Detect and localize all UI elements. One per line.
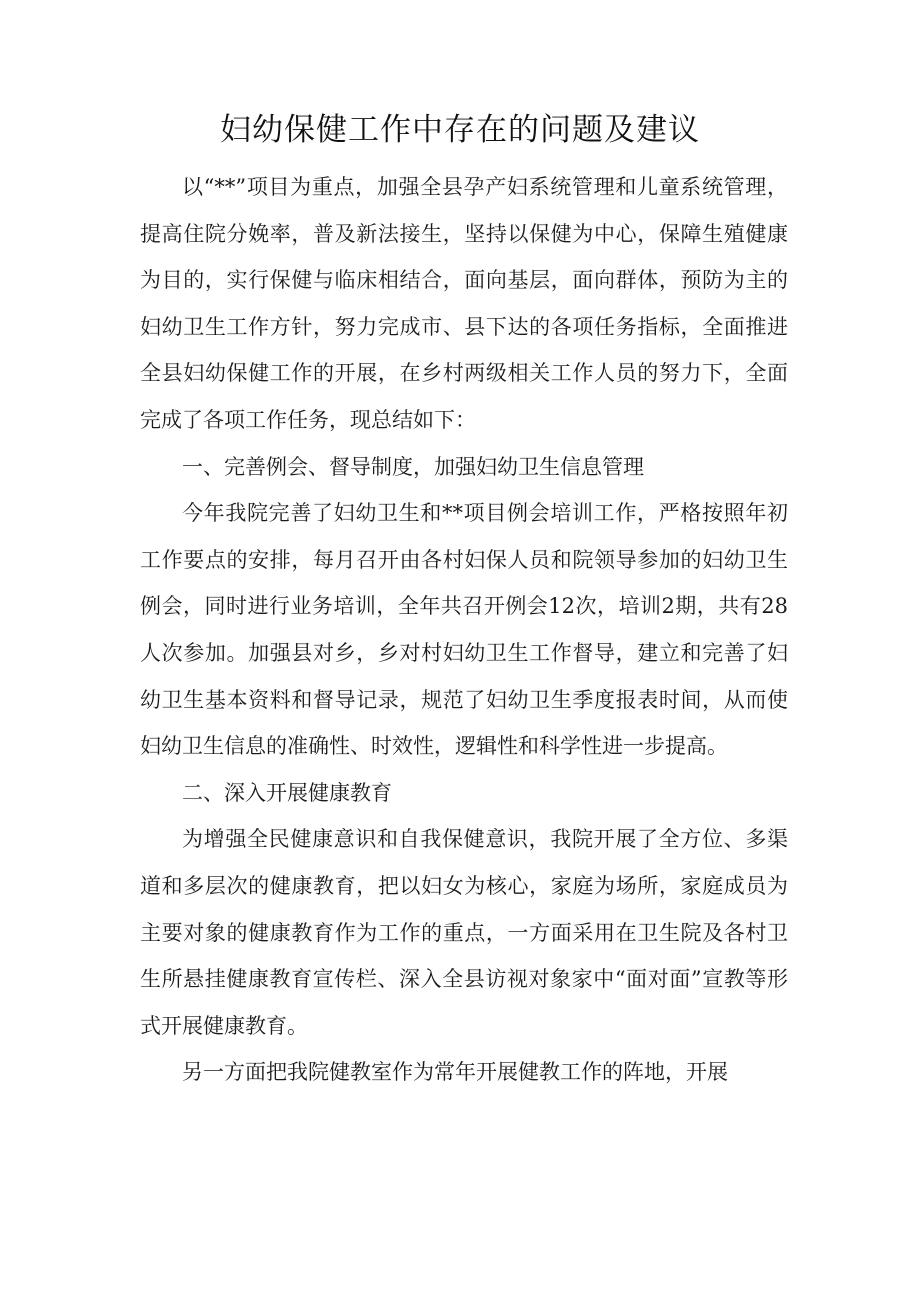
document-title: 妇幼保健工作中存在的问题及建议 bbox=[220, 112, 700, 148]
paragraph-section-2-continued: 另一方面把我院健教室作为常年开展健教工作的阵地，开展 bbox=[182, 1060, 728, 1085]
paragraph-intro: 以“**”项目为重点，加强全县孕产妇系统管理和儿童系统管理，提高住院分娩率，普及新法接生，坚持以保健为中心，保障生殖健康为目的，实行保健与临床相结合，面向基层，面向群体，预防为主的妇幼卫生工作方针，努力完成市、县下达的各项任务指标，全面推进全县妇幼保健工作的开展，在乡村两级相关工作人员的努力下，全面完成了各项工作任务，现总结如下： bbox=[140, 175, 788, 432]
paragraph-section-2: 为增强全民健康意识和自我保健意识，我院开展了全方位、多渠道和多层次的健康教育，把以妇女为核心，家庭为场所，家庭成员为主要对象的健康教育作为工作的重点，一方面采用在卫生院及各村卫生所悬挂健康教育宣传栏、深入全县访视对象家中“面对面”宣教等形式开展健康教育。 bbox=[140, 827, 788, 1038]
paragraph-section-1: 今年我院完善了妇幼卫生和**项目例会培训工作，严格按照年初工作要点的安排，每月召开由各村妇保人员和院领导参加的妇幼卫生例会，同时进行业务培训，全年共召开例会12次，培训2期，共有28人次参加。加强县对乡，乡对村妇幼卫生工作督导，建立和完善了妇幼卫生基本资料和督导记录，规范了妇幼卫生季度报表时间，从而使妇幼卫生信息的准确性、时效性，逻辑性和科学性进一步提高。 bbox=[140, 501, 788, 759]
section-heading-1: 一、完善例会、督导制度，加强妇幼卫生信息管理 bbox=[182, 454, 644, 479]
document-body bbox=[140, 164, 788, 1096]
section-heading-2: 二、深入开展健康教育 bbox=[182, 780, 392, 805]
